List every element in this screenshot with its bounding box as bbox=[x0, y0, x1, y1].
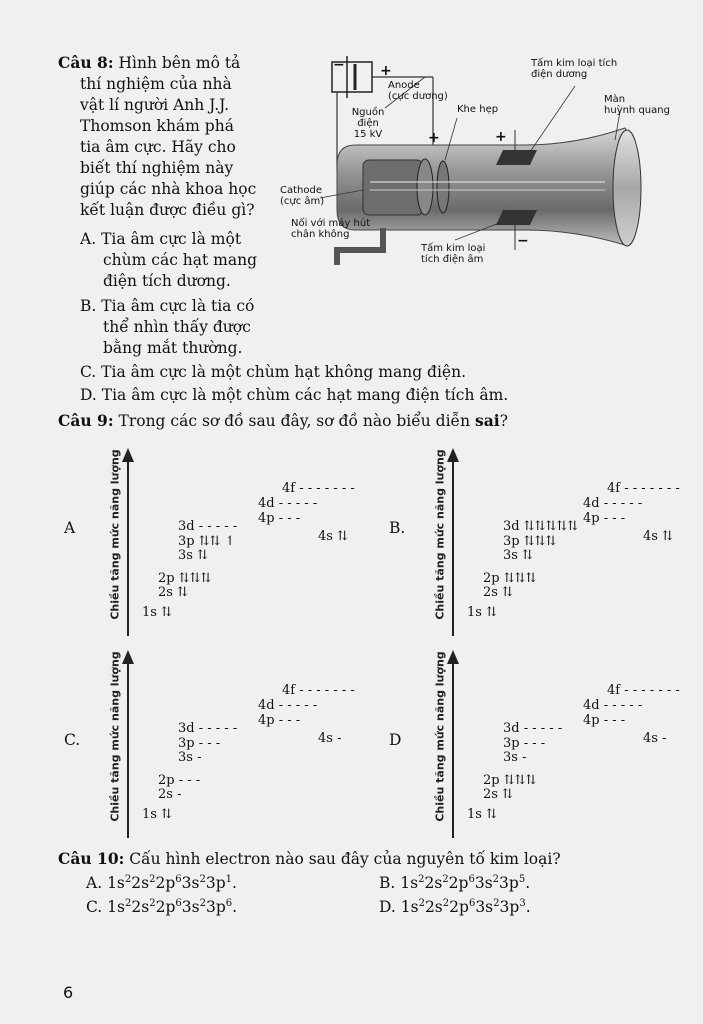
electron-count: 1 bbox=[225, 873, 233, 885]
orbital-term: 3p bbox=[499, 874, 519, 892]
orbital-1s: 1s ⇅ bbox=[142, 807, 172, 822]
orbital-term: 3p bbox=[205, 898, 226, 916]
orbital-term: 1s bbox=[107, 874, 125, 892]
option-text: bằng mắt thường. bbox=[103, 339, 243, 357]
positive-plate bbox=[496, 150, 537, 165]
orbital-3d: 3d - - - - - bbox=[178, 519, 238, 534]
electron-count: 2 bbox=[199, 897, 206, 909]
orbital-3p: 3p ⇅⇅ ↿ bbox=[178, 534, 236, 549]
negative-plate-label: Tấm kim loại tích điện âm bbox=[421, 243, 486, 265]
q9-question: Câu 9: Trong các sơ đồ sau đây, sơ đồ nào biểu diễn sai? bbox=[58, 411, 508, 430]
orbital-3s: 3s ⇅ bbox=[178, 548, 208, 563]
orbital-4d: 4d - - - - - bbox=[258, 698, 318, 713]
electron-count: 6 bbox=[468, 897, 476, 909]
option-end: . bbox=[525, 874, 531, 892]
q10-text: Cấu hình electron nào sau đây của nguyên tố kim loại? bbox=[129, 850, 561, 868]
electron-count: 2 bbox=[442, 897, 450, 909]
q8-head: Câu 8: bbox=[58, 53, 114, 72]
energy-axis-label: Chiều tăng mức năng lượng bbox=[108, 651, 122, 822]
q8-block bbox=[58, 52, 298, 221]
source-plus-label: + bbox=[380, 63, 392, 79]
orbital-4f: 4f - - - - - - - bbox=[607, 481, 680, 496]
option-end: . bbox=[525, 898, 531, 916]
orbital-4d: 4d - - - - - bbox=[583, 698, 643, 713]
orbital-2p: 2p ⇅⇅⇅ bbox=[483, 571, 537, 586]
orbital-3d: 3d - - - - - bbox=[503, 721, 563, 736]
orbital-4f: 4f - - - - - - - bbox=[282, 683, 355, 698]
electron-count: 6 bbox=[175, 873, 182, 885]
electron-count: 2 bbox=[493, 897, 500, 909]
orbital-3s: 3s ⇅ bbox=[503, 548, 533, 563]
orbital-term: 2p bbox=[155, 898, 176, 916]
orbital-3d: 3d ⇅⇅⇅⇅⇅ bbox=[503, 519, 579, 534]
q10-option-c[interactable] bbox=[86, 897, 237, 918]
electron-count: 2 bbox=[149, 873, 156, 885]
diagram-label: B. bbox=[389, 519, 406, 537]
diagram-label: D bbox=[389, 731, 402, 749]
orbital-term: 1s bbox=[400, 898, 419, 916]
orbital-term: 3p bbox=[499, 898, 520, 916]
orbital-4p: 4p - - - bbox=[258, 713, 301, 728]
q9-head: Câu 9: bbox=[58, 411, 114, 430]
diagram-label: C. bbox=[64, 731, 81, 749]
anode-plus-sign: + bbox=[428, 130, 440, 146]
orbital-2p: 2p ⇅⇅⇅ bbox=[483, 773, 537, 788]
orbital-term: 3s bbox=[181, 874, 200, 892]
orbital-4d: 4d - - - - - bbox=[583, 496, 643, 511]
orbital-3p: 3p - - - bbox=[178, 736, 221, 751]
orbital-term: 2s bbox=[424, 874, 443, 892]
electron-count: 6 bbox=[225, 897, 233, 909]
electron-count: 2 bbox=[149, 897, 156, 909]
q8-line: giúp các nhà khoa học bbox=[80, 180, 257, 198]
orbital-3p: 3p - - - bbox=[503, 736, 546, 751]
q8-line: kết luận được điều gì? bbox=[80, 201, 255, 219]
option-label: D. bbox=[80, 386, 97, 404]
electron-count: 2 bbox=[492, 873, 500, 885]
slit-label: Khe hẹp bbox=[457, 104, 499, 115]
orbital-4f: 4f - - - - - - - bbox=[282, 481, 355, 496]
screen-label: Màn huỳnh quang bbox=[604, 94, 670, 116]
option-label: D. bbox=[379, 898, 401, 916]
orbital-2p: 2p - - - bbox=[158, 773, 201, 788]
orbital-term: 3s bbox=[475, 898, 494, 916]
positive-plate-label: Tấm kim loại tích điện dương bbox=[531, 58, 618, 80]
option-text: chùm các hạt mang bbox=[103, 251, 258, 269]
orbital-2s: 2s ⇅ bbox=[158, 585, 188, 600]
orbital-term: 3p bbox=[205, 874, 226, 892]
option-label: C. bbox=[80, 363, 97, 381]
option-label: A. bbox=[80, 230, 97, 248]
q9-text: Trong các sơ đồ sau đây, sơ đồ nào biểu diễn bbox=[118, 412, 471, 430]
q8-line: vật lí người Anh J.J. bbox=[80, 96, 230, 114]
orbital-term: 2p bbox=[155, 874, 176, 892]
orbital-term: 2s bbox=[131, 898, 150, 916]
orbital-3s: 3s - bbox=[503, 750, 527, 765]
orbital-2s: 2s ⇅ bbox=[483, 585, 513, 600]
option-end: . bbox=[232, 898, 238, 916]
orbital-2p: 2p ⇅⇅⇅ bbox=[158, 571, 212, 586]
q10-option-b[interactable] bbox=[379, 873, 530, 894]
orbital-4d: 4d - - - - - bbox=[258, 496, 318, 511]
q8-line: Thomson khám phá bbox=[80, 117, 234, 135]
orbital-term: 3s bbox=[181, 898, 200, 916]
q8-line: biết thí nghiệm này bbox=[80, 159, 234, 177]
option-label: C. bbox=[86, 898, 108, 916]
option-label: A. bbox=[86, 874, 108, 892]
option-text: thể nhìn thấy được bbox=[103, 318, 251, 336]
source-minus-label: − bbox=[333, 57, 345, 73]
q8-line: Hình bên mô tả bbox=[118, 54, 241, 72]
electron-count: 2 bbox=[124, 873, 132, 885]
electron-count: 3 bbox=[519, 897, 526, 909]
power-source-label: Nguồn điện 15 kV bbox=[351, 107, 385, 140]
electron-count: 6 bbox=[468, 873, 475, 885]
plate-plus-sign: + bbox=[495, 129, 507, 145]
option-text: Tia âm cực là một bbox=[101, 230, 242, 248]
orbital-4s: 4s ⇅ bbox=[318, 529, 348, 544]
diagram-label: A bbox=[64, 519, 76, 537]
option-label: B. bbox=[379, 874, 401, 892]
orbital-1s: 1s ⇅ bbox=[467, 807, 497, 822]
q10-option-d[interactable] bbox=[379, 897, 531, 918]
energy-axis-label: Chiều tăng mức năng lượng bbox=[433, 651, 447, 822]
q8-line: tia âm cực. Hãy cho bbox=[80, 138, 236, 156]
orbital-4p: 4p - - - bbox=[258, 511, 301, 526]
orbital-term: 2p bbox=[448, 874, 469, 892]
q10-head: Câu 10: bbox=[58, 849, 125, 868]
orbital-4s: 4s - bbox=[643, 731, 667, 746]
option-end: . bbox=[232, 874, 237, 892]
orbital-term: 3s bbox=[474, 874, 493, 892]
option-text: điện tích dương. bbox=[103, 272, 231, 290]
orbital-4f: 4f - - - - - - - bbox=[607, 683, 680, 698]
orbital-3d: 3d - - - - - bbox=[178, 721, 238, 736]
vacuum-label: Nối với máy hút chân không bbox=[291, 218, 371, 240]
q8-option-a[interactable] bbox=[80, 229, 300, 292]
orbital-2s: 2s - bbox=[158, 787, 182, 802]
orbital-1s: 1s ⇅ bbox=[142, 605, 172, 620]
q8-option-b[interactable] bbox=[80, 296, 300, 359]
electron-count: 2 bbox=[418, 897, 425, 909]
cathode-label: Cathode (cực âm) bbox=[280, 185, 325, 207]
orbital-term: 1s bbox=[400, 874, 419, 892]
orbital-1s: 1s ⇅ bbox=[467, 605, 497, 620]
q8-line: thí nghiệm của nhà bbox=[80, 75, 232, 93]
page-number: 6 bbox=[63, 983, 74, 1002]
orbital-2s: 2s ⇅ bbox=[483, 787, 513, 802]
orbital-4p: 4p - - - bbox=[583, 511, 626, 526]
orbital-term: 2s bbox=[131, 874, 150, 892]
electron-count: 2 bbox=[125, 897, 132, 909]
q8-option-c[interactable] bbox=[80, 362, 680, 383]
electron-count: 2 bbox=[418, 873, 425, 885]
option-label: B. bbox=[80, 297, 97, 315]
q10-option-a[interactable] bbox=[86, 873, 237, 894]
q9-emph: sai bbox=[475, 411, 500, 430]
electron-count: 5 bbox=[518, 873, 526, 885]
energy-axis-label: Chiều tăng mức năng lượng bbox=[108, 449, 122, 620]
orbital-3p: 3p ⇅⇅⇅ bbox=[503, 534, 557, 549]
plate-minus-sign: − bbox=[517, 233, 529, 249]
electron-count: 2 bbox=[442, 873, 449, 885]
orbital-4p: 4p - - - bbox=[583, 713, 626, 728]
fluorescent-screen bbox=[613, 130, 641, 246]
orbital-term: 2p bbox=[449, 898, 469, 916]
energy-axis-label: Chiều tăng mức năng lượng bbox=[433, 449, 447, 620]
orbital-4s: 4s - bbox=[318, 731, 342, 746]
orbital-term: 2s bbox=[424, 898, 443, 916]
electron-count: 2 bbox=[199, 873, 206, 885]
q8-option-d[interactable] bbox=[80, 385, 680, 406]
anode-label: Anode (cực dương) bbox=[388, 80, 448, 102]
q10-question bbox=[58, 848, 698, 870]
orbital-term: 1s bbox=[107, 898, 125, 916]
option-text: Tia âm cực là một chùm các hạt mang điện tích âm. bbox=[101, 386, 509, 404]
orbital-3s: 3s - bbox=[178, 750, 202, 765]
option-text: Tia âm cực là một chùm hạt không mang điện. bbox=[101, 363, 467, 381]
orbital-4s: 4s ⇅ bbox=[643, 529, 673, 544]
negative-plate bbox=[496, 210, 537, 225]
option-text: Tia âm cực là tia có bbox=[101, 297, 255, 315]
electron-count: 6 bbox=[175, 897, 182, 909]
